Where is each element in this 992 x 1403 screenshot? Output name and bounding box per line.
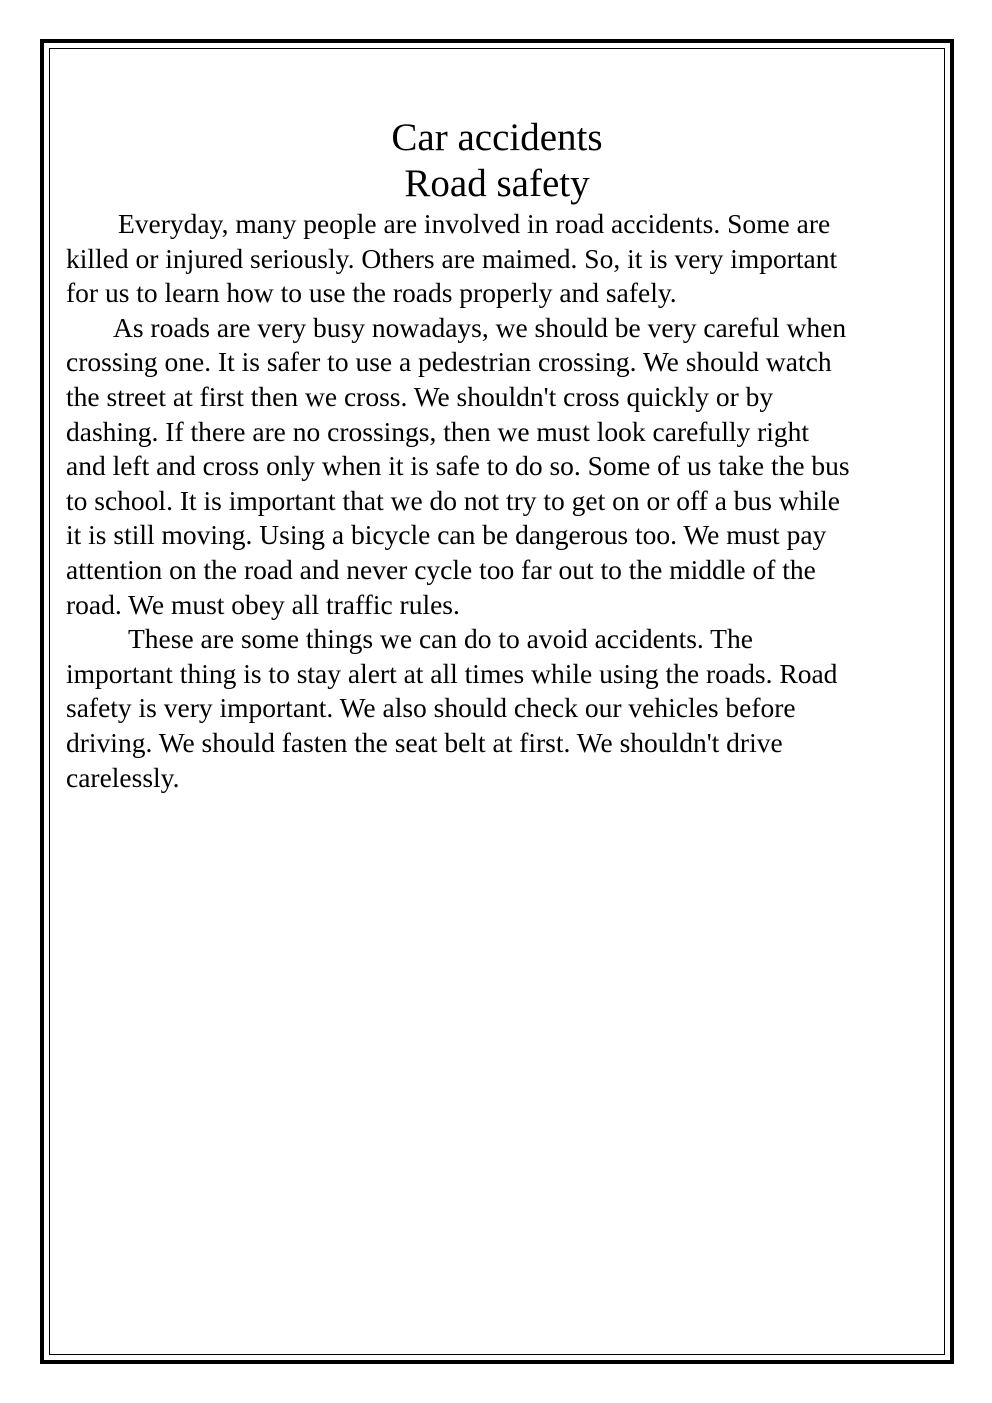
text-line: important thing is to stay alert at all times while using the roads. Road [66,657,838,689]
subtitle-line: Road safety [404,162,590,205]
text-line: safety is very important. We also should check our vehicles before [66,692,796,724]
text-line: road. We must obey all traffic rules. [66,588,460,620]
text-line: to school. It is important that we do not try to get on or off a bus while [66,484,840,516]
text-line: These are some things we can do to avoid accidents. The [128,623,753,655]
text-line: As roads are very busy nowadays, we should be very careful when [113,311,847,343]
text-line: Everyday, many people are involved in road accidents. Some are [118,208,831,239]
paragraph-2 [66,311,928,622]
text-line: killed or injured seriously. Others are maimed. So, it is very important [66,242,838,274]
text-line: for us to learn how to use the roads properly and safely. [66,277,677,309]
document-body [66,115,928,795]
document-title [66,115,928,207]
text-line: dashing. If there are no crossings, then we must look carefully right [66,415,810,447]
paragraph-1 [66,207,928,311]
text-line: and left and cross only when it is safe to do so. Some of us take the bus [66,450,850,482]
text-line: carelessly. [66,761,180,793]
paragraph-3 [66,622,928,795]
text-line: the street at first then we cross. We shouldn't cross quickly or by [66,380,774,412]
text-line: attention on the road and never cycle too far out to the middle of the [66,553,816,585]
text-line: driving. We should fasten the seat belt at first. We shouldn't drive [66,726,783,758]
text-line: crossing one. It is safer to use a pedestrian crossing. We should watch [66,346,832,378]
title-line: Car accidents [391,116,603,159]
text-line: it is still moving. Using a bicycle can be dangerous too. We must pay [66,519,827,551]
